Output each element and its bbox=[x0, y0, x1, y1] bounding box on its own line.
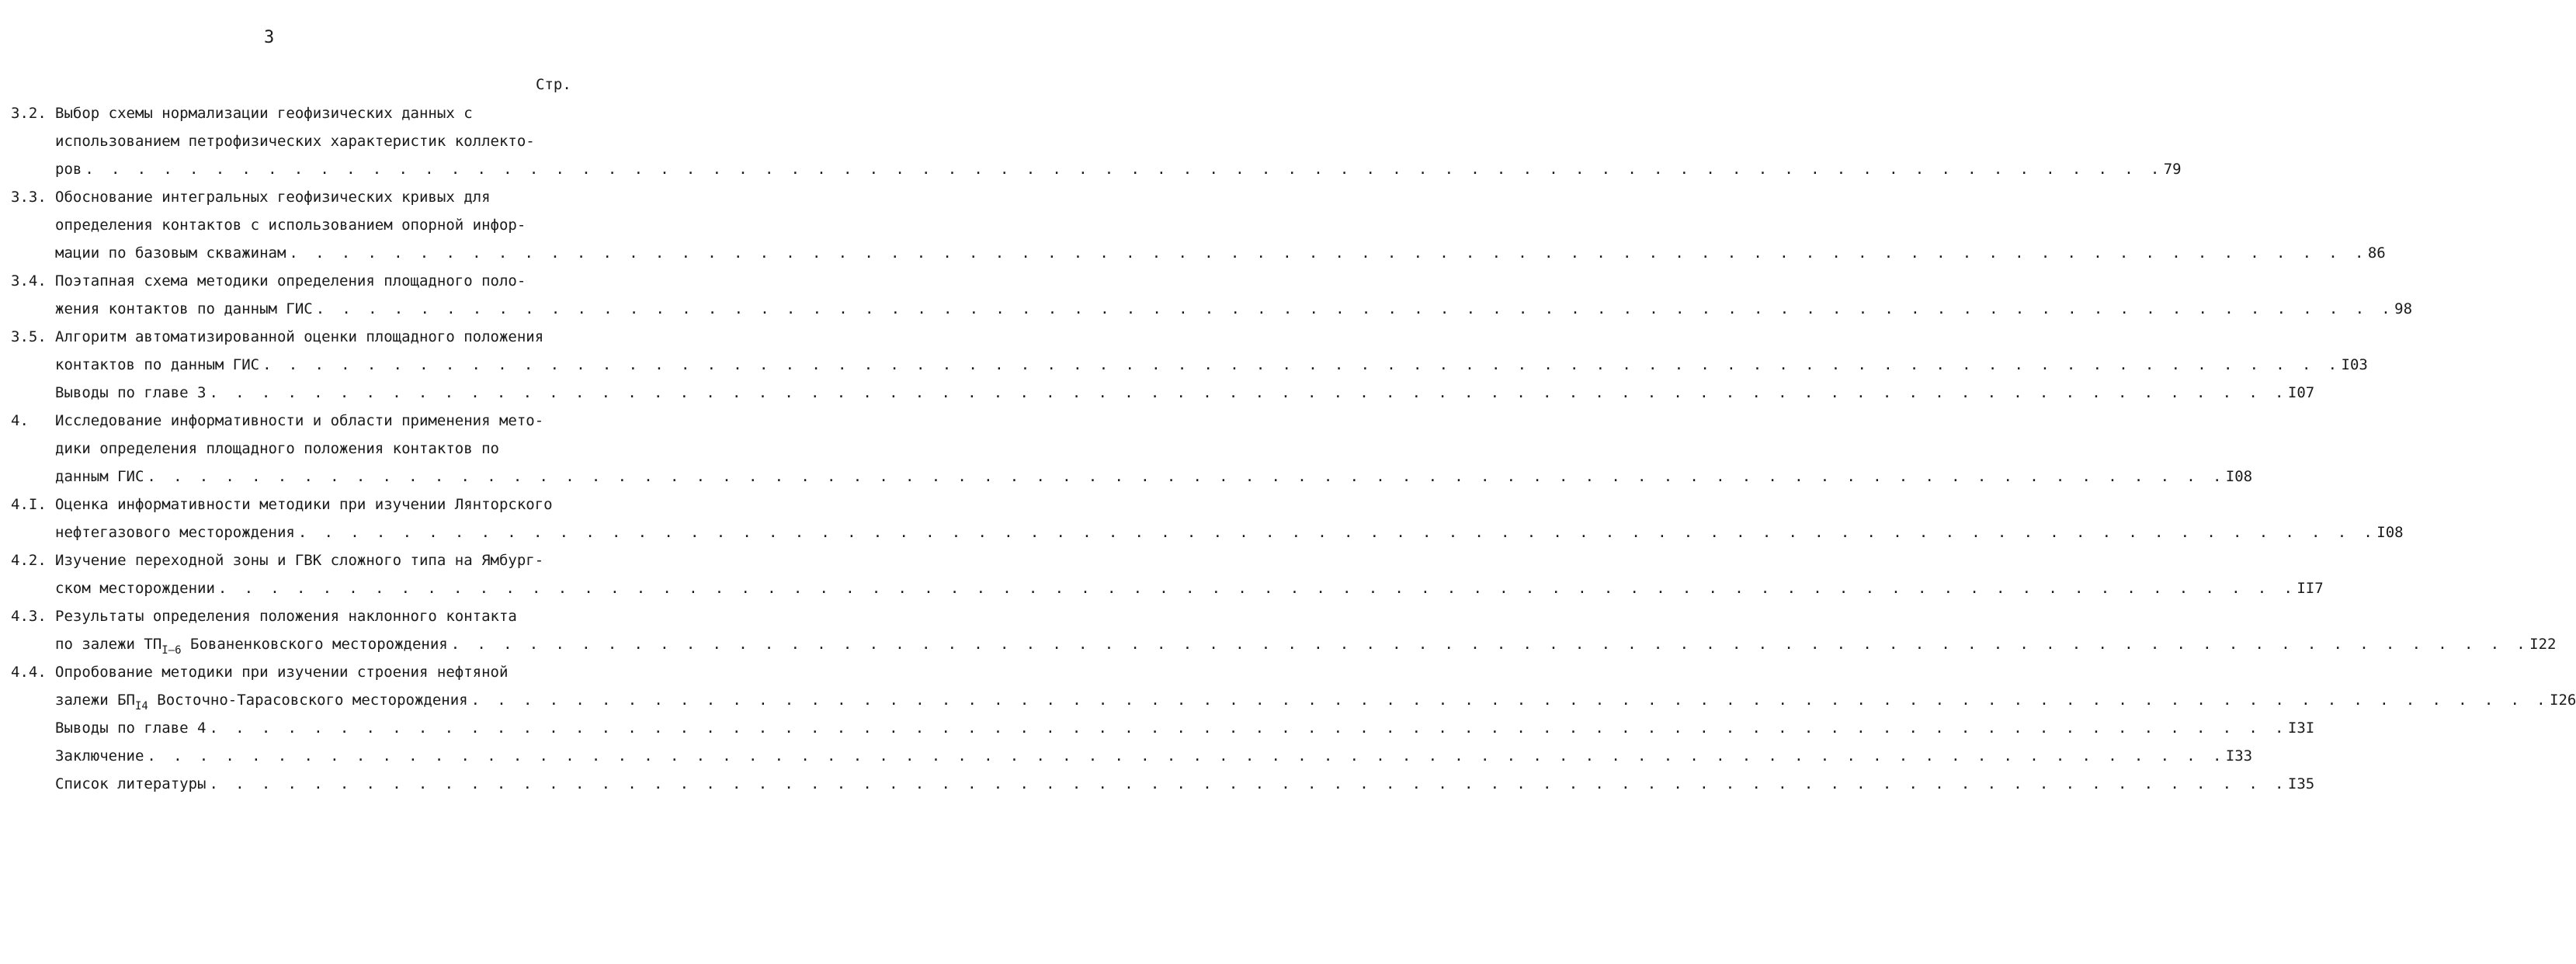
toc-entry-last-line[interactable] bbox=[0, 689, 2576, 713]
toc-entry-title: ском месторождении bbox=[55, 580, 215, 597]
toc-entry-last-line[interactable] bbox=[0, 298, 2413, 320]
toc-entry-text: определения контактов с использованием опорной инфор- bbox=[55, 217, 526, 234]
toc-entry-number: 4.4. bbox=[11, 664, 47, 681]
toc-entry-title: контактов по данным ГИС bbox=[55, 356, 260, 373]
toc-entry-number: 4.2. bbox=[11, 552, 47, 569]
toc-entry-number: 4. bbox=[11, 412, 29, 429]
toc-entry-number: 3.5. bbox=[11, 328, 47, 345]
toc-entry-text: Алгоритм автоматизированной оценки площадного положения bbox=[55, 328, 544, 345]
toc-page-number: I22 bbox=[2529, 636, 2557, 653]
toc-entry-number: 4.3. bbox=[11, 608, 47, 625]
toc-entry-number: 4.I. bbox=[11, 496, 47, 513]
dot-leader: . . . . . . . . . . . . . . . . . . . . . . . . . . . . . . . . . . . . . . . . . . . . . . . . . . . . . . . . . . . . . . . . . . . . . . . . . . . . . . . . bbox=[209, 775, 2288, 792]
dot-leader: . . . . . . . . . . . . . . . . . . . . . . . . . . . . . . . . . . . . . . . . . . . . . . . . . . . . . . . . . . . . . . . . . . . . . . . . . . . . . . . . bbox=[470, 692, 2550, 709]
toc-page-number: II7 bbox=[2297, 580, 2324, 597]
dot-leader: . . . . . . . . . . . . . . . . . . . . . . . . . . . . . . . . . . . . . . . . . . . . . . . . . . . . . . . . . . . . . . . . . . . . . . . . . . . . . . . . bbox=[217, 580, 2297, 597]
toc-entry-title: жения контактов по данным ГИС bbox=[55, 300, 313, 317]
toc-entry-last-line[interactable] bbox=[0, 354, 2368, 376]
subscript: I4 bbox=[134, 700, 148, 713]
dot-leader: . . . . . . . . . . . . . . . . . . . . . . . . . . . . . . . . . . . . . . . . . . . . . . . . . . . . . . . . . . . . . . . . . . . . . . . . . . . . . . . . bbox=[209, 720, 2288, 737]
dot-leader: . . . . . . . . . . . . . . . . . . . . . . . . . . . . . . . . . . . . . . . . . . . . . . . . . . . . . . . . . . . . . . . . . . . . . . . . . . . . . . . . bbox=[289, 244, 2368, 262]
toc-entry-number: 3.3. bbox=[11, 189, 47, 206]
toc-entry-title: ров bbox=[55, 161, 82, 178]
toc-page-number: I35 bbox=[2287, 775, 2315, 792]
toc-entry-last-line[interactable] bbox=[0, 745, 2253, 767]
toc-entry-title: Выводы по главе 3 bbox=[55, 384, 207, 401]
dot-leader: . . . . . . . . . . . . . . . . . . . . . . . . . . . . . . . . . . . . . . . . . . . . . . . . . . . . . . . . . . . . . . . . . . . . . . . . . . . . . . . . bbox=[85, 161, 2164, 178]
toc-entry-text: Оценка информативности методики при изучении Лянторского bbox=[55, 496, 553, 513]
toc-entry-text: Выбор схемы нормализации геофизических данных с bbox=[55, 105, 473, 122]
toc-page-number: 98 bbox=[2394, 300, 2413, 317]
toc-entry-text: дики определения площадного положения контактов по bbox=[55, 440, 499, 457]
toc-entry-title: данным ГИС bbox=[55, 468, 144, 485]
dot-leader: . . . . . . . . . . . . . . . . . . . . . . . . . . . . . . . . . . . . . . . . . . . . . . . . . . . . . . . . . . . . . . . . . . . . . . . . . . . . . . . . bbox=[450, 636, 2530, 653]
toc-page-number: I07 bbox=[2287, 384, 2315, 401]
dot-leader: . . . . . . . . . . . . . . . . . . . . . . . . . . . . . . . . . . . . . . . . . . . . . . . . . . . . . . . . . . . . . . . . . . . . . . . . . . . . . . . . bbox=[209, 384, 2288, 401]
toc-entry-last-line[interactable] bbox=[0, 382, 2315, 404]
toc-page-number: 79 bbox=[2163, 161, 2182, 178]
toc-entry-last-line[interactable] bbox=[0, 522, 2404, 543]
toc-entry-text: Опробование методики при изучении строения нефтяной bbox=[55, 664, 509, 681]
toc-page-number: I26 bbox=[2550, 692, 2576, 709]
page-number: 3 bbox=[264, 28, 275, 47]
toc-page-number: 86 bbox=[2367, 244, 2386, 262]
page-column-label: Стр. bbox=[536, 76, 571, 93]
toc-entry-last-line[interactable] bbox=[0, 717, 2315, 739]
toc-entry-last-line[interactable] bbox=[0, 242, 2386, 264]
toc-entry-last-line[interactable] bbox=[0, 158, 2182, 180]
toc-entry-text: Результаты определения положения наклонного контакта bbox=[55, 608, 517, 625]
toc-entry-title: залежи $БП_{I4}$ Восточно-Тарасовского месторождения bbox=[55, 692, 468, 713]
toc-entry-title: мации по базовым скважинам bbox=[55, 244, 286, 262]
toc-entry-text: Исследование информативности и области применения мето- bbox=[55, 412, 544, 429]
toc-page-number: I03 bbox=[2341, 356, 2368, 373]
toc-entry-title: нефтегазового месторождения bbox=[55, 524, 295, 541]
dot-leader: . . . . . . . . . . . . . . . . . . . . . . . . . . . . . . . . . . . . . . . . . . . . . . . . . . . . . . . . . . . . . . . . . . . . . . . . . . . . . . . . bbox=[147, 468, 2226, 485]
toc-entry-last-line[interactable] bbox=[0, 577, 2324, 599]
toc-page-number: I08 bbox=[2376, 524, 2404, 541]
toc-entry-title: Список литературы bbox=[55, 775, 207, 792]
toc-entry-title: Заключение bbox=[55, 747, 144, 765]
toc-entry-text: Изучение переходной зоны и ГВК сложного типа на Ямбург- bbox=[55, 552, 544, 569]
toc-page-number: I08 bbox=[2225, 468, 2253, 485]
toc-entry-text: использованием петрофизических характеристик коллекто- bbox=[55, 133, 535, 150]
toc-entry-title: Выводы по главе 4 bbox=[55, 720, 207, 737]
toc-page-number: I33 bbox=[2225, 747, 2253, 765]
dot-leader: . . . . . . . . . . . . . . . . . . . . . . . . . . . . . . . . . . . . . . . . . . . . . . . . . . . . . . . . . . . . . . . . . . . . . . . . . . . . . . . . bbox=[297, 524, 2377, 541]
toc-page-number: I3I bbox=[2287, 720, 2315, 737]
toc-entry-last-line[interactable] bbox=[0, 773, 2315, 795]
dot-leader: . . . . . . . . . . . . . . . . . . . . . . . . . . . . . . . . . . . . . . . . . . . . . . . . . . . . . . . . . . . . . . . . . . . . . . . . . . . . . . . . bbox=[315, 300, 2395, 317]
dot-leader: . . . . . . . . . . . . . . . . . . . . . . . . . . . . . . . . . . . . . . . . . . . . . . . . . . . . . . . . . . . . . . . . . . . . . . . . . . . . . . . . bbox=[262, 356, 2342, 373]
toc-entry-last-line[interactable] bbox=[0, 633, 2557, 657]
dot-leader: . . . . . . . . . . . . . . . . . . . . . . . . . . . . . . . . . . . . . . . . . . . . . . . . . . . . . . . . . . . . . . . . . . . . . . . . . . . . . . . . bbox=[147, 747, 2226, 765]
toc-entry-number: 3.2. bbox=[11, 105, 47, 122]
subscript: I–6 bbox=[161, 644, 182, 657]
toc-entry-text: Поэтапная схема методики определения площадного поло- bbox=[55, 272, 526, 290]
toc-entry-number: 3.4. bbox=[11, 272, 47, 290]
toc-entry-text: Обоснование интегральных геофизических кривых для bbox=[55, 189, 491, 206]
toc-entry-last-line[interactable] bbox=[0, 466, 2253, 487]
toc-entry-title: по залежи $ТП_{I-6}$ Бованенковского месторождения bbox=[55, 636, 448, 657]
